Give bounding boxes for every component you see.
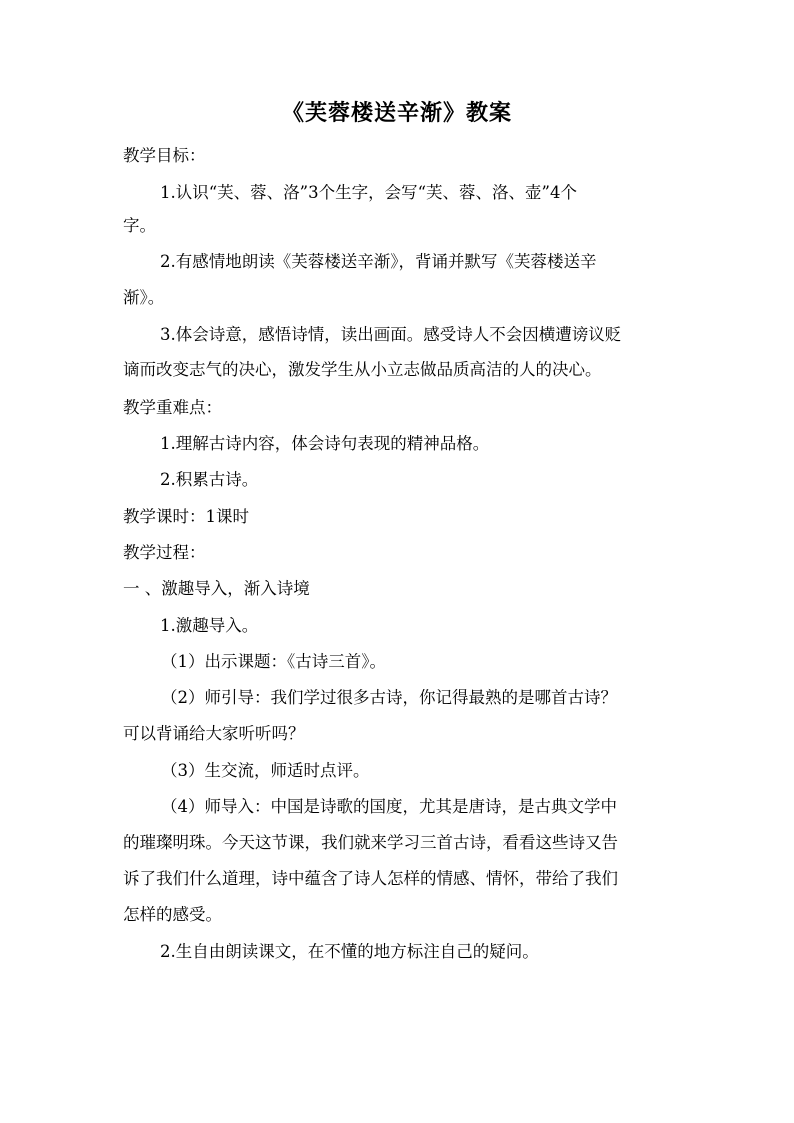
section-1-heading: 一 、激趣导入，渐入诗境 — [123, 579, 310, 598]
key-point-1: 1.理解古诗内容，体会诗句表现的精神品格。 — [160, 434, 490, 453]
substep-2-line-2: 可以背诵给大家听听吗？ — [123, 724, 305, 743]
substep-1: （1）出示课题：《古诗三首》。 — [161, 652, 386, 671]
substep-4-line-1: （4）师导入：中国是诗歌的国度，尤其是唐诗，是古典文学中 — [161, 797, 617, 816]
substep-4-line-2: 的璀璨明珠。今天这节课，我们就来学习三首古诗，看看这些诗又告 — [123, 833, 618, 852]
substep-3: （3）生交流，师适时点评。 — [161, 761, 370, 780]
objective-1-line-2: 字。 — [123, 216, 156, 235]
step-1: 1.激趣导入。 — [160, 616, 259, 635]
document-title: 《芙蓉楼送辛渐》教案 — [281, 100, 512, 126]
objective-2-line-1: 2.有感情地朗读《芙蓉楼送辛渐》，背诵并默写《芙蓉楼送辛 — [160, 252, 597, 271]
objective-3-line-1: 3.体会诗意，感悟诗情，读出画面。感受诗人不会因横遭谤议贬 — [160, 325, 622, 344]
heading-objectives: 教学目标： — [123, 146, 206, 165]
key-point-2: 2.积累古诗。 — [160, 470, 259, 489]
step-2: 2.生自由朗读课文，在不懂的地方标注自己的疑问。 — [160, 942, 539, 961]
substep-4-line-4: 怎样的感受。 — [123, 905, 222, 924]
class-hours: 教学课时：1课时 — [123, 507, 249, 526]
objective-3-line-2: 谪而改变志气的决心，激发学生从小立志做品质高洁的人的决心。 — [123, 360, 602, 379]
objective-1-line-1: 1.认识“芙、蓉、洛”3个生字，会写“芙、蓉、洛、壶”4个 — [160, 183, 577, 202]
heading-key-points: 教学重难点： — [123, 398, 222, 417]
substep-2-line-1: （2）师引导：我们学过很多古诗，你记得最熟的是哪首古诗？ — [161, 688, 617, 707]
objective-2-line-2: 渐》。 — [123, 288, 165, 307]
substep-4-line-3: 诉了我们什么道理，诗中蕴含了诗人怎样的情感、情怀，带给了我们 — [123, 869, 618, 888]
heading-process: 教学过程： — [123, 543, 206, 562]
